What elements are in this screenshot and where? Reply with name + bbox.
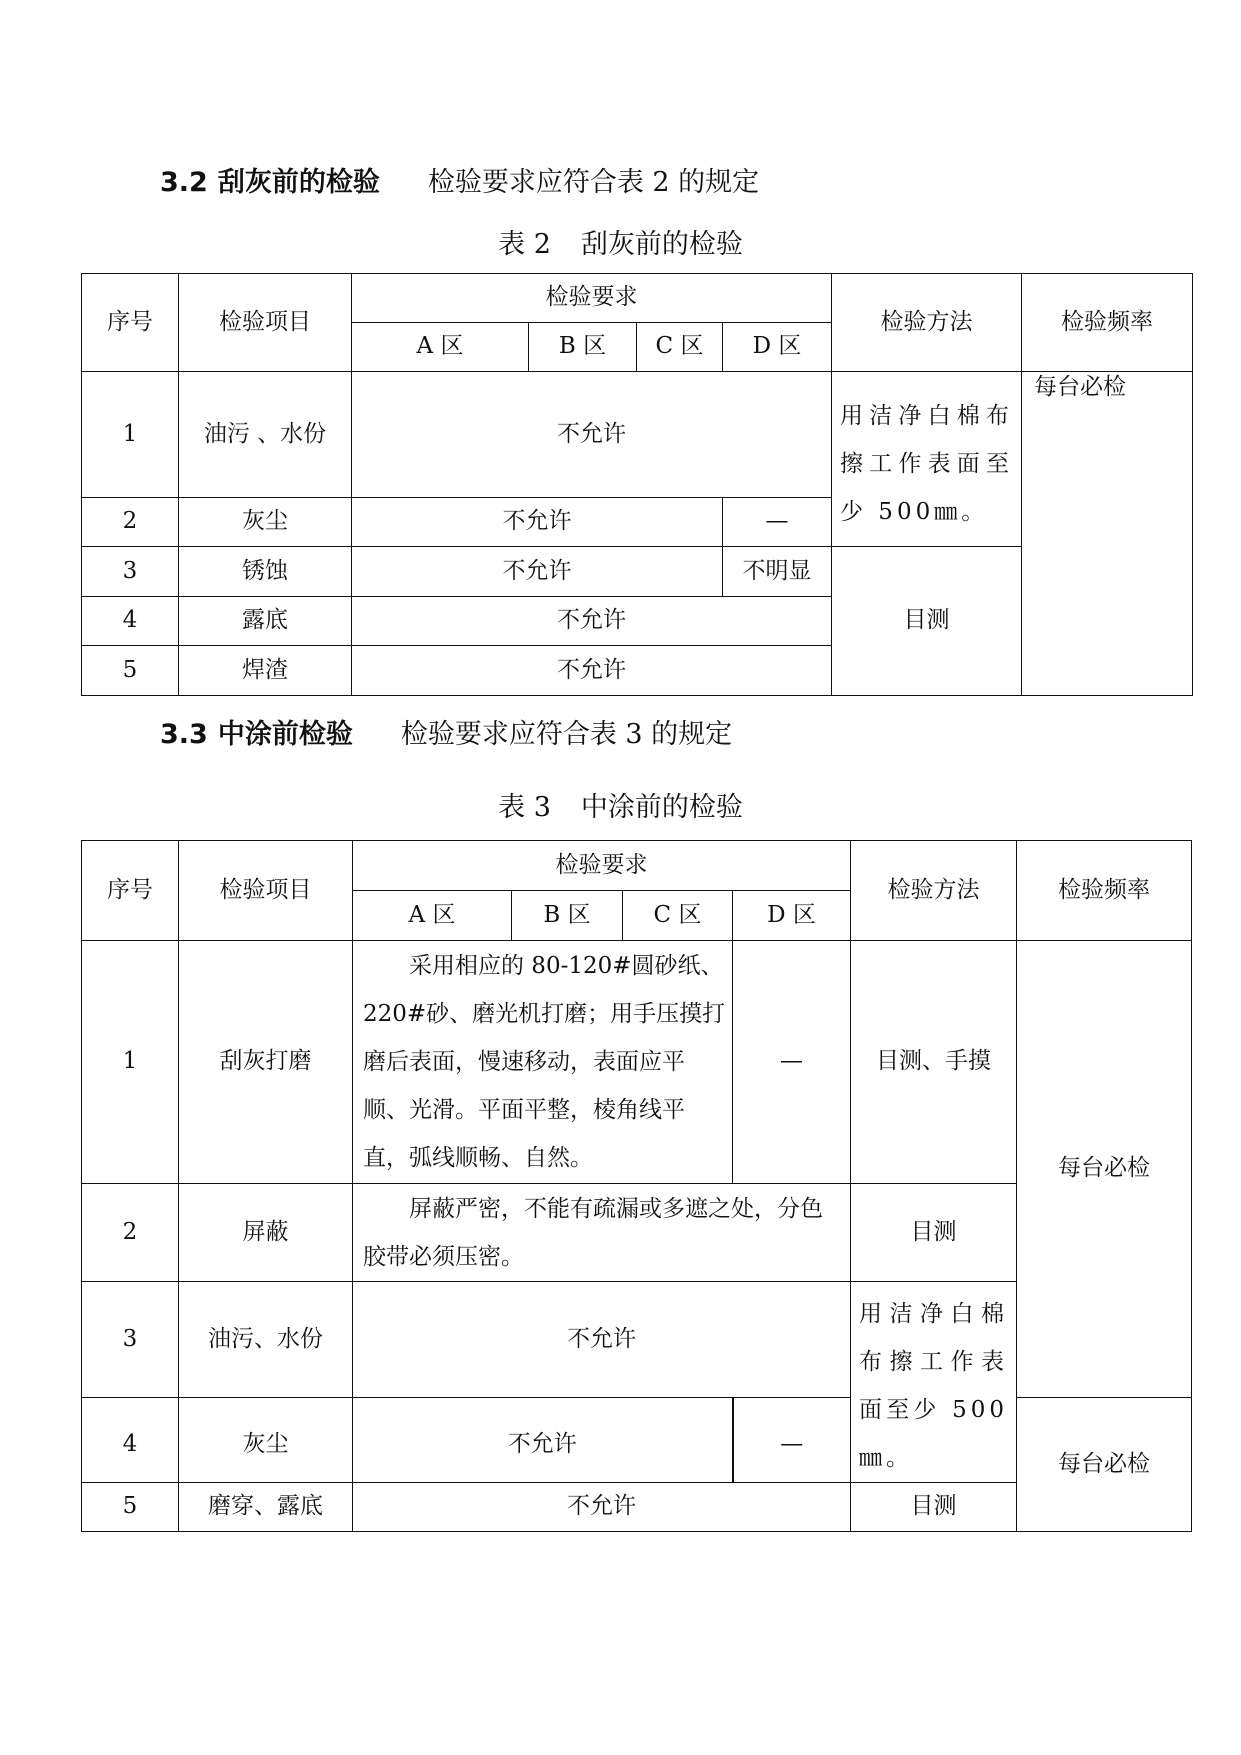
frequency-cell [1022, 372, 1193, 696]
row-requirement-d: — [733, 1398, 851, 1483]
row-requirement-d: — [723, 498, 832, 547]
section-description: 检验要求应符合表 3 的规定 [400, 719, 733, 750]
row-item: 磨穿、露底 [179, 1483, 353, 1532]
row-requirement-abc: 不允许 [352, 498, 723, 547]
header-item: 检验项目 [179, 841, 353, 941]
header-zone-b: B 区 [529, 323, 637, 372]
header-seq: 序号 [82, 274, 179, 372]
row-item: 锈蚀 [179, 547, 352, 597]
row-seq: 4 [82, 597, 179, 646]
table-3-caption [0, 785, 1241, 824]
row-requirement-d: 不明显 [723, 547, 832, 597]
header-zone-d: D 区 [723, 323, 832, 372]
row-requirement-abc: 不允许 [352, 547, 723, 597]
header-zone-a: A 区 [353, 891, 512, 941]
row-item: 刮灰打磨 [179, 941, 353, 1184]
row-requirement: 不允许 [353, 1483, 851, 1532]
row-seq: 2 [82, 498, 179, 547]
row-item: 灰尘 [179, 1398, 353, 1483]
section-3-3-heading [160, 712, 732, 751]
method-wipe-cell [851, 1282, 1017, 1483]
caption-label: 表 3 [498, 792, 551, 823]
method-wipe-text: 用洁净白棉布擦工作表面至少 500㎜。 [840, 403, 1013, 525]
section-description: 检验要求应符合表 2 的规定 [427, 167, 760, 198]
row-seq: 1 [82, 941, 179, 1184]
header-requirement: 检验要求 [352, 274, 832, 323]
header-item: 检验项目 [179, 274, 352, 372]
header-zone-a: A 区 [352, 323, 529, 372]
header-zone-c: C 区 [637, 323, 723, 372]
caption-title: 刮灰前的检验 [580, 229, 743, 260]
row-item: 油污、水份 [179, 1282, 353, 1398]
section-title: 刮灰前的检验 [217, 167, 380, 198]
method-wipe-cell [832, 372, 1022, 547]
row-requirement-abc: 不允许 [353, 1398, 733, 1483]
header-method: 检验方法 [851, 841, 1017, 941]
method-visual-cell: 目测 [832, 547, 1022, 696]
section-number: 3.2 [160, 167, 208, 198]
caption-label: 表 2 [498, 229, 551, 260]
row-requirement: 屏蔽严密，不能有疏漏或多遮之处，分色胶带必须压密。 [363, 1195, 823, 1270]
row-method: 目测 [851, 1483, 1017, 1532]
row-requirement-cell [353, 1184, 851, 1282]
method-wipe-text: 用洁净白棉布擦工作表面至少 500㎜。 [859, 1301, 1008, 1471]
row-method: 目测、手摸 [851, 941, 1017, 1184]
row-requirement: 不允许 [352, 597, 832, 646]
header-frequency: 检验频率 [1017, 841, 1192, 941]
inspection-table-3 [81, 840, 1192, 1532]
section-number: 3.3 [160, 719, 208, 750]
row-seq: 5 [82, 646, 179, 696]
row-seq: 3 [82, 547, 179, 597]
header-zone-c: C 区 [623, 891, 733, 941]
row-method: 目测 [851, 1184, 1017, 1282]
header-requirement: 检验要求 [353, 841, 851, 891]
row-seq: 3 [82, 1282, 179, 1398]
row-requirement: 不允许 [352, 372, 832, 498]
row-seq: 5 [82, 1483, 179, 1532]
header-zone-b: B 区 [512, 891, 623, 941]
row-requirement-d: — [733, 941, 851, 1184]
row-requirement-abc-cell [353, 941, 733, 1184]
row-requirement: 不允许 [353, 1282, 851, 1398]
table-2-caption [0, 222, 1241, 261]
frequency-cell-1: 每台必检 [1017, 941, 1192, 1398]
row-requirement: 不允许 [352, 646, 832, 696]
inspection-table-2 [81, 273, 1193, 696]
row-item: 焊渣 [179, 646, 352, 696]
section-3-2-heading [160, 160, 759, 199]
header-method: 检验方法 [832, 274, 1022, 372]
header-frequency: 检验频率 [1022, 274, 1193, 372]
caption-title: 中涂前的检验 [580, 792, 743, 823]
row-seq: 2 [82, 1184, 179, 1282]
row-seq: 1 [82, 372, 179, 498]
row-item: 油污 、水份 [179, 372, 352, 498]
row-item: 露底 [179, 597, 352, 646]
frequency-cell-2: 每台必检 [1017, 1398, 1192, 1532]
row-item: 屏蔽 [179, 1184, 353, 1282]
frequency-text: 每台必检 [1034, 373, 1126, 400]
row-item: 灰尘 [179, 498, 352, 547]
section-title: 中涂前检验 [217, 719, 353, 750]
header-zone-d: D 区 [733, 891, 851, 941]
row-seq: 4 [82, 1398, 179, 1483]
row-requirement-abc: 采用相应的 80-120#圆砂纸、220#砂、磨光机打磨；用手压摸打磨后表面，慢速移动，表面应平顺、光滑。平面平整，棱角线平直，弧线顺畅、自然。 [363, 953, 726, 1171]
header-seq: 序号 [82, 841, 179, 941]
